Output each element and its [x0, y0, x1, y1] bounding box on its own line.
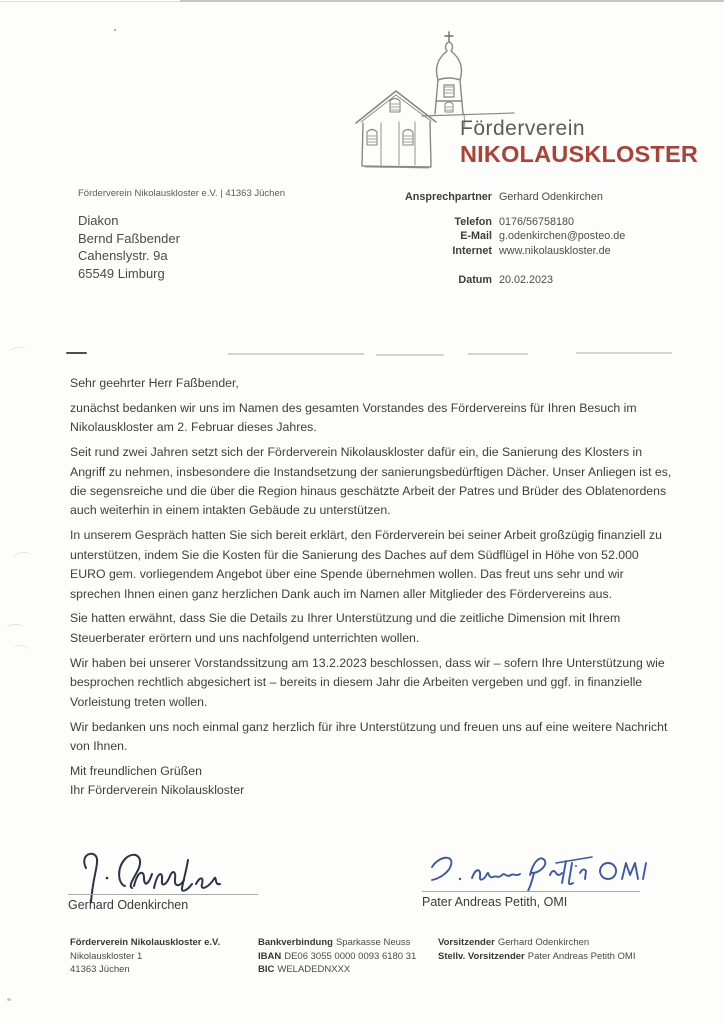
contact-info-block [388, 190, 698, 288]
paragraph: zunächst bedanken wir uns im Namen des gesamten Vorstandes des Fördervereins für Ihren Besuch im Nikolauskloster am 2. Februar dieses Jahres. [70, 400, 637, 435]
paragraph: Wir bedanken uns noch einmal ganz herzlich für ihre Unterstützung und freuen uns auf eine weitere Nachricht von Ihnen. [70, 719, 668, 753]
contact-row-datum [388, 273, 698, 288]
footer-vice-chairman-row [438, 950, 670, 964]
paragraph: Wir haben bei unserer Vorstandssitzung am 13.2.2023 beschlossen, dass wir – sofern Ihre Unterstützung wie besprochen rechtlich abgesichert ist – bereits in diesem Jahr die Arbeiten vergeben und ggf. in finanzielle Vorleistung treten wollen. [70, 655, 665, 709]
scan-smudge-line [228, 353, 364, 355]
footer-label: IBAN [258, 950, 282, 962]
footer-label: Vorsitzender [438, 937, 495, 948]
contact-label: E-Mail [460, 230, 492, 242]
scan-speck [7, 998, 11, 1001]
contact-value: www.nikolauskloster.de [499, 244, 611, 257]
signature-line [68, 894, 258, 895]
scan-speck [114, 29, 116, 31]
recipient-address-block [78, 212, 180, 282]
footer-value: Gerhard Odenkirchen [497, 937, 590, 948]
contact-label: Telefon [454, 215, 492, 228]
footer-label: Bankverbindung [258, 937, 333, 948]
scan-dash-mark [66, 352, 87, 354]
footer-bank-row [258, 936, 438, 950]
contact-row-internet [388, 244, 698, 259]
scan-margin-mark [11, 644, 30, 656]
scan-margin-mark [9, 346, 28, 358]
footer-org-name: Förderverein Nikolauskloster e.V. [70, 937, 221, 948]
recipient-line: Bernd Faßbender [78, 230, 180, 246]
contact-row-ansprechpartner [388, 190, 698, 205]
logo-subtitle: Förderverein [460, 117, 586, 140]
recipient-line: 65549 Limburg [78, 265, 165, 281]
closing-line: Mit freundlichen Grüßen [70, 763, 202, 778]
footer-value: Sparkasse Neuss [335, 937, 411, 948]
footer-value: Pater Andreas Petith OMI [527, 950, 636, 962]
recipient-line: Cahenslystr. 9a [78, 248, 168, 263]
scan-smudge-line [576, 352, 672, 354]
salutation: Sehr geehrter Herr Faßbender, [70, 376, 239, 390]
contact-value: g.odenkirchen@posteo.de [499, 230, 626, 242]
paragraph: Sie hatten erwähnt, dass Sie die Details zu Ihrer Unterstützung und die zeitliche Dimension mit Ihrem Steuerberater erörtern und uns nachfolgend unterrichten wollen. [70, 611, 621, 645]
footer-org-street: Nikolauskloster 1 [70, 950, 143, 962]
contact-label: Datum [458, 274, 492, 286]
scan-smudge-line [468, 353, 528, 355]
recipient-line: Diakon [78, 213, 119, 228]
footer-value: DE06 3055 0000 0093 6180 31 [284, 950, 417, 962]
logo-title: NIKOLAUSKLOSTER [460, 141, 698, 168]
letter-footer [70, 936, 670, 977]
footer-iban-row [258, 950, 438, 964]
scan-smudge-line [376, 354, 444, 356]
footer-chairman-row [438, 936, 670, 950]
sender-return-address: Förderverein Nikolauskloster e.V. | 41363 Jüchen [78, 188, 286, 199]
footer-bank-column [258, 936, 438, 977]
contact-label: Ansprechpartner [405, 191, 492, 203]
closing-line: Ihr Förderverein Nikolauskloster [70, 783, 245, 798]
footer-value: WELADEDNXXX [277, 964, 351, 975]
footer-label: BIC [258, 964, 275, 975]
signature-line [422, 891, 640, 892]
paragraph: Seit rund zwei Jahren setzt sich der Förderverein Nikolauskloster dafür ein, die Sanierung des Klosters in Angriff zu nehmen, insbesondere die Instandsetzung der sanierungsbedürftigen Dächer. Unser Anliegen ist es, die segensreiche und die über die Region hinaus geschätzte Arbeit der Patres und Brüder des Oblatenordens auch weiterhin in einem intakten Gebäude zu unterstützen. [70, 445, 672, 518]
footer-org-city: 41363 Jüchen [70, 964, 130, 975]
footer-org-column [70, 936, 258, 977]
logo-wordmark [460, 118, 698, 167]
paragraph: In unserem Gespräch hatten Sie sich bereit erklärt, den Förderverein bei seiner Arbeit großzügig finanziell zu unterstützen, indem Sie die Kosten für die Sanierung des Daches auf dem Südflügel in Höhe von 52.000 EURO gem. vorliegendem Angebot über eine Spende übernehmen wollen. Das freut uns sehr und wir sprechen Ihnen einen ganz herzlichen Dank auch im Namen aller Mitglieder des Fördervereins aus. [70, 528, 662, 601]
scan-edge-artifact [180, 0, 724, 2]
signatory-name: Gerhard Odenkirchen [68, 898, 189, 912]
scan-margin-mark [12, 551, 31, 564]
signatory-name: Pater Andreas Petith, OMI [422, 895, 568, 909]
contact-value: 20.02.2023 [499, 274, 554, 286]
footer-label: Stellv. Vorsitzender [438, 950, 525, 962]
contact-row-email [388, 229, 698, 244]
scan-edge-artifact [0, 1, 185, 2]
footer-bic-row [258, 963, 438, 977]
contact-value: 0176/56758180 [499, 215, 575, 228]
contact-row-telefon [388, 215, 698, 230]
footer-board-column [438, 936, 670, 977]
contact-label: Internet [452, 244, 492, 257]
scan-margin-mark [6, 623, 25, 634]
contact-value: Gerhard Odenkirchen [499, 191, 603, 203]
letter-body [70, 374, 676, 801]
